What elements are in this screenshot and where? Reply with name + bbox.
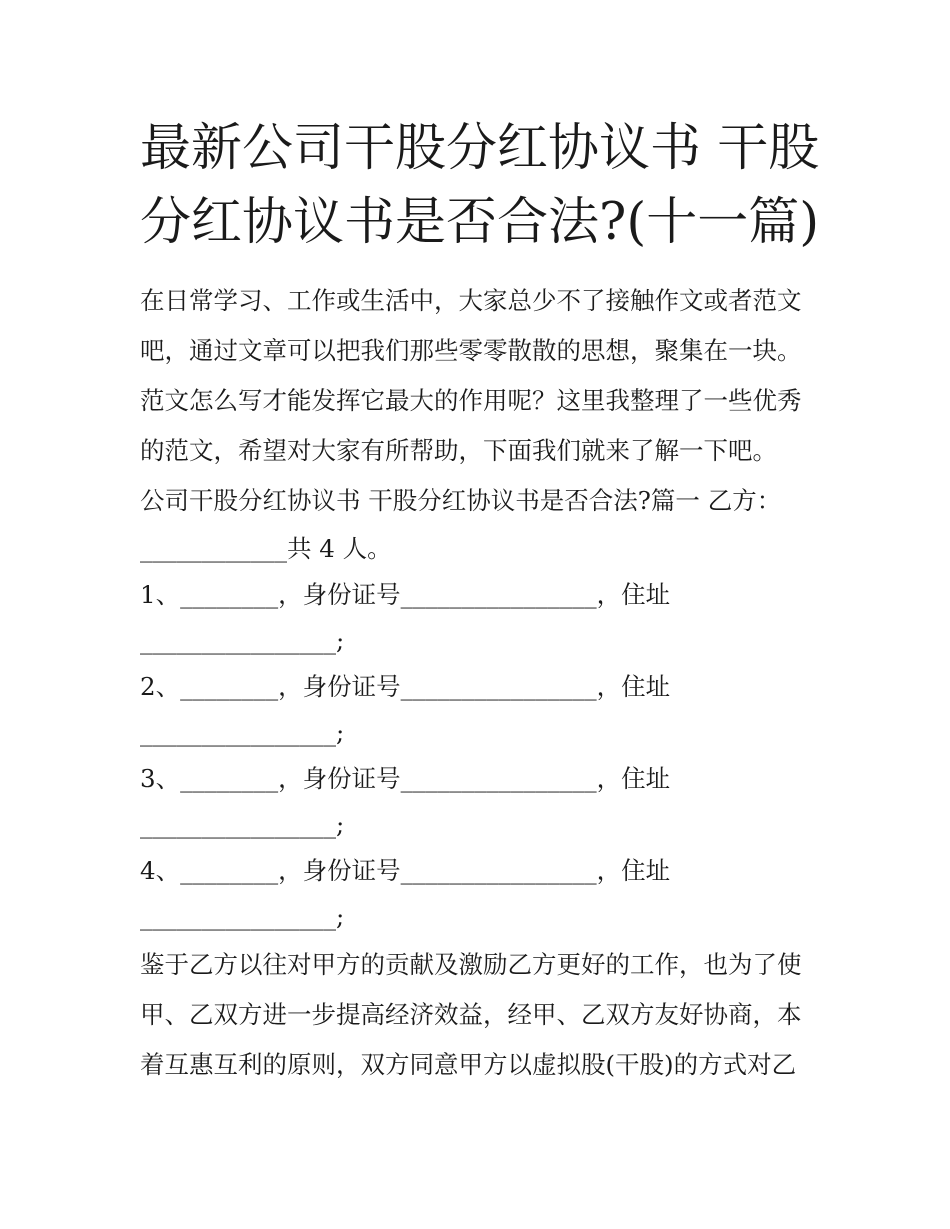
- body-line: 甲、乙双方进一步提高经济效益，经甲、乙双方友好协商，本: [140, 1000, 802, 1029]
- party-entry-4: 4、________，身份证号________________，住址: [140, 856, 671, 885]
- body-line: 的范文，希望对大家有所帮助，下面我们就来了解一下吧。: [140, 436, 777, 465]
- title-line-1: 最新公司干股分红协议书 干股: [140, 119, 820, 178]
- party-address-4: ________________;: [140, 902, 345, 931]
- party-address-2: ________________;: [140, 718, 345, 747]
- party-address-1: ________________;: [140, 626, 345, 655]
- title-line-2: 分红协议书是否合法?(十一篇): [140, 193, 820, 252]
- party-entry-3: 3、________，身份证号________________，住址: [140, 764, 671, 793]
- party-address-3: ________________;: [140, 810, 345, 839]
- body-line: 公司干股分红协议书 干股分红协议书是否合法?篇一 乙方：: [140, 486, 782, 515]
- body-line: 在日常学习、工作或生活中，大家总少不了接触作文或者范文: [140, 286, 802, 315]
- body-line: 着互惠互利的原则，双方同意甲方以虚拟股(干股)的方式对乙: [140, 1050, 797, 1079]
- body-line: 鉴于乙方以往对甲方的贡献及激励乙方更好的工作，也为了使: [140, 950, 802, 979]
- party-count-line: ____________共 4 人。: [140, 534, 392, 563]
- document-title: [140, 112, 840, 260]
- body-line: 范文怎么写才能发挥它最大的作用呢？这里我整理了一些优秀: [140, 386, 802, 415]
- party-entry-1: 1、________，身份证号________________，住址: [140, 580, 671, 609]
- party-entry-2: 2、________，身份证号________________，住址: [140, 672, 671, 701]
- body-line: 吧，通过文章可以把我们那些零零散散的思想，聚集在一块。: [140, 336, 802, 365]
- document-body: [140, 276, 820, 1090]
